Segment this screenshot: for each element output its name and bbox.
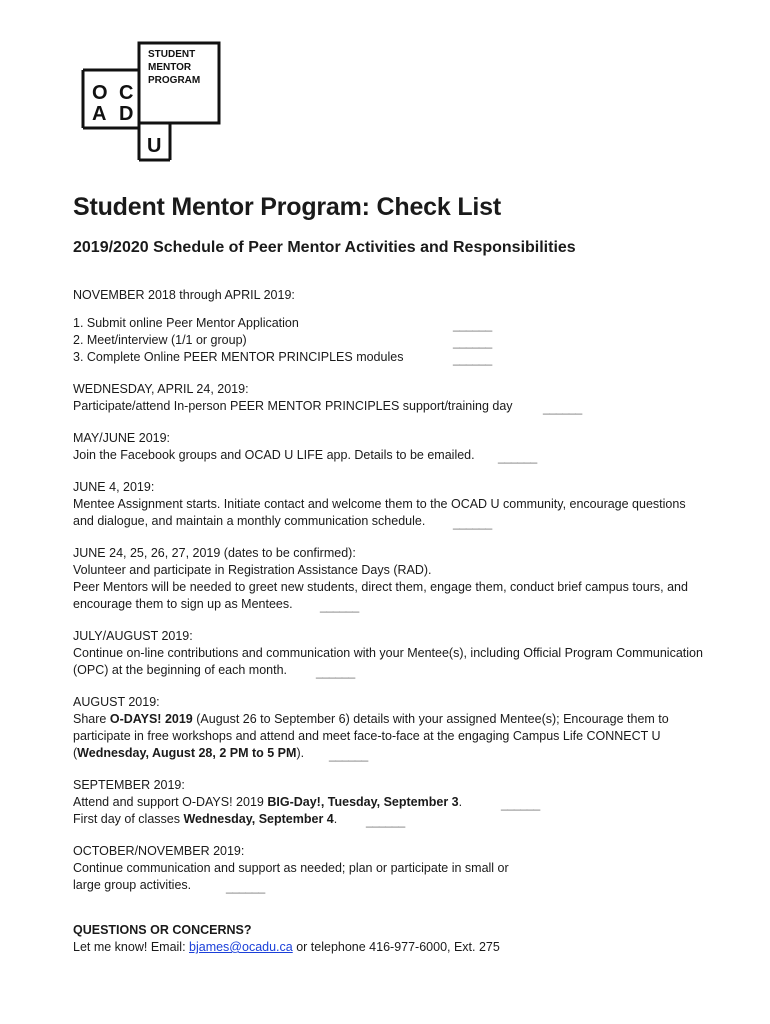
- section-heading: JULY/AUGUST 2019:: [73, 629, 193, 643]
- section-text: Participate/attend In-person PEER MENTOR PRINCIPLES support/training day: [73, 399, 513, 413]
- section-text: First day of classes: [73, 812, 184, 826]
- checklist-item-text: 3. Complete Online PEER MENTOR PRINCIPLES modules: [73, 350, 404, 364]
- section-heading: MAY/JUNE 2019:: [73, 431, 171, 445]
- section-heading: JUNE 24, 25, 26, 27, 2019 (dates to be confirmed):: [73, 546, 356, 560]
- section-text: Join the Facebook groups and OCAD U LIFE app. Details to be emailed.: [73, 448, 475, 462]
- section-april-24: [73, 381, 713, 415]
- section-heading: SEPTEMBER 2019:: [73, 778, 185, 792]
- check-blank[interactable]: ______: [501, 797, 540, 811]
- checklist-item: [73, 315, 713, 332]
- section-heading: AUGUST 2019:: [73, 695, 160, 709]
- logo-line-1: STUDENT: [148, 49, 196, 60]
- questions-heading: QUESTIONS OR CONCERNS?: [73, 923, 252, 937]
- logo-letter-u: U: [147, 135, 162, 157]
- section-line: [73, 745, 713, 762]
- section-text: .: [458, 795, 463, 809]
- logo-line-2: MENTOR: [148, 62, 192, 73]
- check-blank[interactable]: ______: [498, 450, 537, 464]
- section-line: [73, 513, 713, 530]
- section-text-bold: O-DAYS! 2019: [109, 712, 193, 726]
- section-july-august: [73, 628, 713, 679]
- checklist-items: [73, 315, 713, 366]
- section-text: Peer Mentors will be needed to greet new students, direct them, engage them, conduct brief campus tours, and: [73, 580, 688, 594]
- check-blank[interactable]: ______: [543, 401, 582, 415]
- section-june-4: [73, 479, 713, 530]
- check-blank[interactable]: ______: [453, 352, 492, 366]
- section-june-24: [73, 545, 713, 613]
- section-line: [73, 447, 713, 464]
- section-text: Mentee Assignment starts. Initiate contact and welcome them to the OCAD U community, encourage questions: [73, 497, 686, 511]
- section-line: [73, 877, 713, 894]
- email-link[interactable]: bjames@ocadu.ca: [189, 940, 293, 954]
- check-blank[interactable]: ______: [453, 318, 492, 332]
- section-questions: [73, 922, 713, 956]
- section-text: (August 26 to September 6) details with your assigned Mentee(s); Encourage them to: [192, 712, 669, 726]
- section-text-bold: Wednesday, August 28, 2 PM to 5 PM: [77, 746, 297, 760]
- check-blank[interactable]: ______: [453, 516, 492, 530]
- logo-line-3: PROGRAM: [148, 75, 201, 86]
- contact-text: Let me know! Email:: [73, 940, 190, 954]
- section-september: [73, 777, 713, 828]
- section-text: (: [73, 746, 78, 760]
- section-text: Attend and support O-DAYS! 2019: [73, 795, 268, 809]
- checklist-item: [73, 332, 713, 349]
- section-text: Continue on-line contributions and communication with your Mentee(s), including Official Program Communication: [73, 646, 703, 660]
- section-heading: NOVEMBER 2018 through APRIL 2019:: [73, 288, 295, 302]
- section-text: .: [333, 812, 338, 826]
- section-line: [73, 662, 713, 679]
- checklist-item-text: 2. Meet/interview (1/1 or group): [73, 333, 247, 347]
- section-line: [73, 398, 713, 415]
- section-oct-nov: [73, 843, 713, 894]
- section-text: ).: [296, 746, 305, 760]
- section-text: (OPC) at the beginning of each month.: [73, 663, 288, 677]
- contact-line: [73, 939, 713, 956]
- section-text: Continue communication and support as needed; plan or participate in small or: [73, 861, 509, 875]
- document-body: [73, 193, 713, 956]
- document-title: Student Mentor Program: Check List: [73, 193, 501, 221]
- checklist-item-text: 1. Submit online Peer Mentor Application: [73, 316, 299, 330]
- section-nov-apr: [73, 287, 713, 366]
- logo-letter-a: A: [92, 103, 107, 125]
- section-line: [73, 596, 713, 613]
- section-line: [73, 794, 713, 811]
- check-blank[interactable]: ______: [329, 748, 368, 762]
- check-blank[interactable]: ______: [316, 665, 355, 679]
- section-text: Share: [73, 712, 110, 726]
- logo-letter-o: O: [92, 82, 108, 104]
- section-text: and dialogue, and maintain a monthly communication schedule.: [73, 514, 426, 528]
- check-blank[interactable]: ______: [366, 814, 405, 828]
- section-text: participate in free workshops and attend and meet face-to-face at the engaging Campus Life CONNECT U: [73, 729, 661, 743]
- check-blank[interactable]: ______: [320, 599, 359, 613]
- section-text: large group activities.: [73, 878, 192, 892]
- document-subtitle: 2019/2020 Schedule of Peer Mentor Activities and Responsibilities: [73, 239, 576, 256]
- logo-mark: [80, 40, 225, 165]
- check-blank[interactable]: ______: [453, 335, 492, 349]
- checklist-item: [73, 349, 713, 366]
- section-august: [73, 694, 713, 762]
- contact-text: or telephone 416-977-6000, Ext. 275: [292, 940, 500, 954]
- check-blank[interactable]: ______: [226, 880, 265, 894]
- section-text-bold: BIG-Day!, Tuesday, September 3: [267, 795, 459, 809]
- section-heading: JUNE 4, 2019:: [73, 480, 155, 494]
- logo-letter-d: D: [119, 103, 134, 125]
- section-text: encourage them to sign up as Mentees.: [73, 597, 293, 611]
- ocad-u-logo: [80, 40, 225, 165]
- section-text-bold: Wednesday, September 4: [183, 812, 334, 826]
- section-may-june: [73, 430, 713, 464]
- section-heading: WEDNESDAY, APRIL 24, 2019:: [73, 382, 249, 396]
- section-line: [73, 811, 713, 828]
- logo-letter-c: C: [119, 82, 134, 104]
- section-heading: OCTOBER/NOVEMBER 2019:: [73, 844, 245, 858]
- section-line: [73, 711, 713, 728]
- section-text: Volunteer and participate in Registration Assistance Days (RAD).: [73, 563, 432, 577]
